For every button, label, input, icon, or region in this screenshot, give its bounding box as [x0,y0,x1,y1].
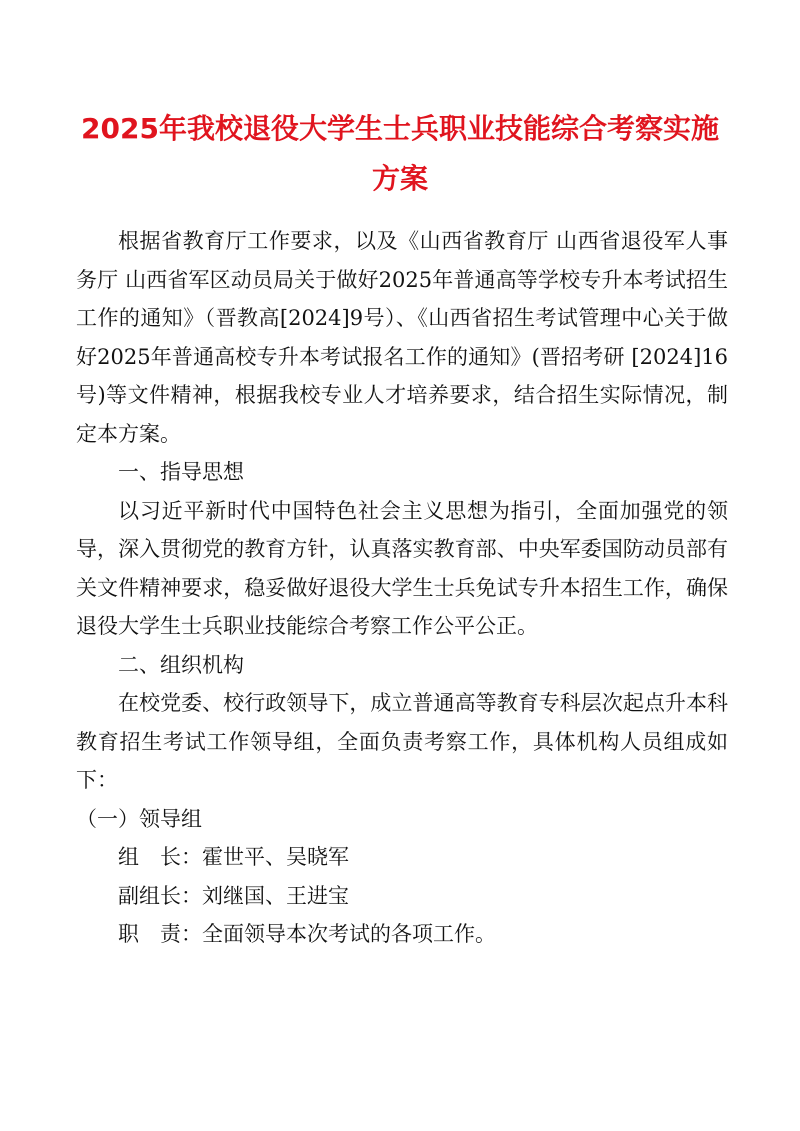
document-body [76,222,728,954]
section-heading-guiding-ideology: 一、指导思想 [118,460,244,484]
deputy-leader-line: 副组长：刘继国、王进宝 [118,883,349,908]
guiding-ideology-paragraph: 以习近平新时代中国特色社会主义思想为指引，全面加强党的领导，深入贯彻党的教育方针，认真落实教育部、中央军委国防动员部有关文件精神要求，稳妥做好退役大学生士兵免试专升本招生工作，确保退役大学生士兵职业技能综合考察工作公平公正。 [76,498,728,638]
duty-line: 职 责：全面领导本次考试的各项工作。 [118,922,496,946]
group-leader-line: 组 长：霍世平、吴晓军 [118,845,349,869]
intro-paragraph: 根据省教育厅工作要求，以及《山西省教育厅 山西省退役军人事务厅 山西省军区动员局关于做好2025年普通高等学校专升本考试招生工作的通知》（晋教高[2024]9号）、《山西省招生考试管理中心关于做好2025年普通高校专升本考试报名工作的通知》(晋招考研 [2024]16号)等文件精神，根据我校专业人才培养要求，结合招生实际情况，制定本方案。 [76,229,728,446]
document-title: 2025年我校退役大学生士兵职业技能综合考察实施方案 [81,112,719,195]
organization-paragraph: 在校党委、校行政领导下，成立普通高等教育专科层次起点升本科教育招生考试工作领导组，全面负责考察工作，具体机构人员组成如下： [76,691,728,792]
subsection-heading-leadership-group: （一）领导组 [76,806,202,831]
section-heading-organization: 二、组织机构 [118,652,244,677]
